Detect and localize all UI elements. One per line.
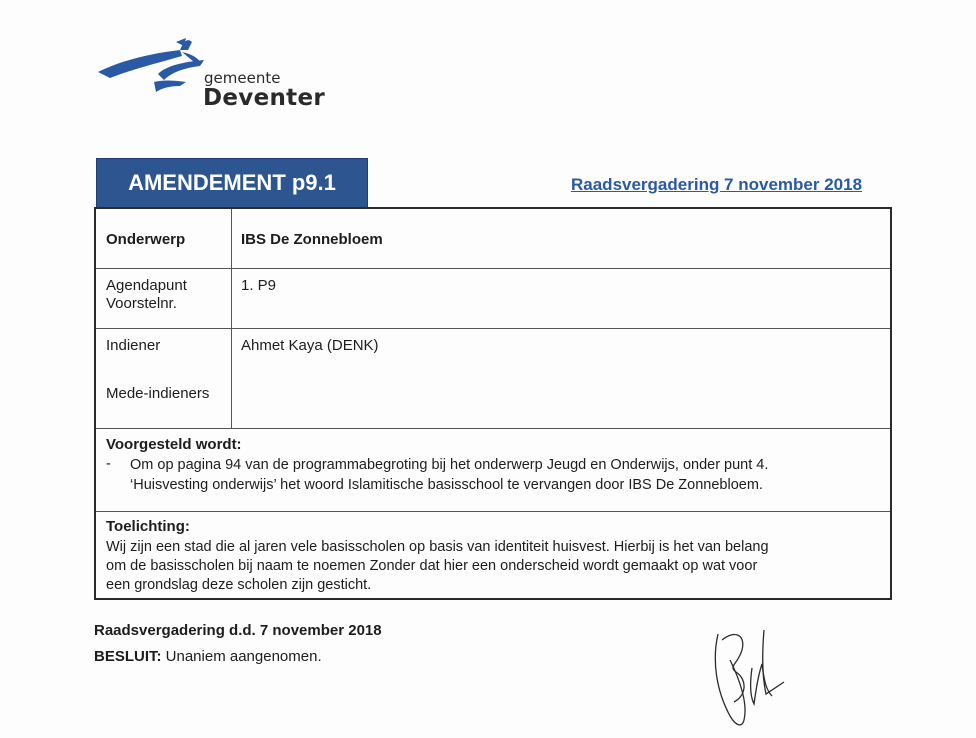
bird-logo-icon bbox=[96, 36, 206, 106]
column-divider bbox=[231, 209, 232, 269]
onderwerp-value: IBS De Zonnebloem bbox=[241, 231, 383, 248]
row-agendapunt bbox=[96, 269, 890, 329]
besluit-label: BESLUIT: bbox=[94, 648, 162, 665]
toelichting-line-2: om de basisscholen bij naam te noemen Zonder dat hier een onderscheid wordt gemaakt op wat voor bbox=[106, 558, 758, 574]
raadsvergadering-date: Raadsvergadering d.d. 7 november 2018 bbox=[94, 622, 382, 639]
row-voorgesteld bbox=[96, 429, 890, 512]
besluit-value: Unaniem aangenomen. bbox=[161, 648, 322, 665]
handwritten-signature bbox=[700, 620, 810, 732]
bullet-dash: - bbox=[106, 456, 111, 472]
agendapunt-label: Agendapunt bbox=[106, 277, 187, 294]
indiener-value: Ahmet Kaya (DENK) bbox=[241, 337, 379, 354]
onderwerp-label: Onderwerp bbox=[106, 231, 186, 248]
row-indiener bbox=[96, 329, 890, 429]
voorgesteld-line-2: ‘Huisvesting onderwijs’ het woord Islamitische basisschool te vervangen door IBS De Zonnebloem. bbox=[130, 477, 763, 493]
amendement-form bbox=[94, 207, 892, 600]
column-divider bbox=[231, 269, 232, 329]
toelichting-line-3: een grondslag deze scholen zijn gesticht. bbox=[106, 577, 372, 593]
amendement-title: AMENDEMENT p9.1 bbox=[96, 158, 368, 208]
besluit-line bbox=[94, 648, 322, 665]
logo-deventer-text: Deventer bbox=[203, 85, 325, 111]
toelichting-heading: Toelichting: bbox=[106, 518, 190, 535]
gemeente-deventer-logo bbox=[96, 36, 336, 116]
row-onderwerp bbox=[96, 209, 890, 269]
toelichting-line-1: Wij zijn een stad die al jaren vele basisscholen op basis van identiteit huisvest. Hierbij is het van belang bbox=[106, 539, 769, 555]
voorgesteld-line-1: Om op pagina 94 van de programmabegroting bij het onderwerp Jeugd en Onderwijs, onder punt 4. bbox=[130, 457, 769, 473]
agendapunt-value: 1. P9 bbox=[241, 277, 277, 294]
column-divider bbox=[231, 329, 232, 429]
indiener-label: Indiener bbox=[106, 337, 161, 354]
mede-indieners-label: Mede-indieners bbox=[106, 385, 210, 402]
row-toelichting bbox=[96, 512, 890, 598]
voorstelnr-label: Voorstelnr. bbox=[106, 295, 177, 312]
voorgesteld-heading: Voorgesteld wordt: bbox=[106, 436, 242, 453]
logo-gemeente-text: gemeente bbox=[204, 69, 281, 87]
meeting-date-link: Raadsvergadering 7 november 2018 bbox=[571, 175, 863, 194]
